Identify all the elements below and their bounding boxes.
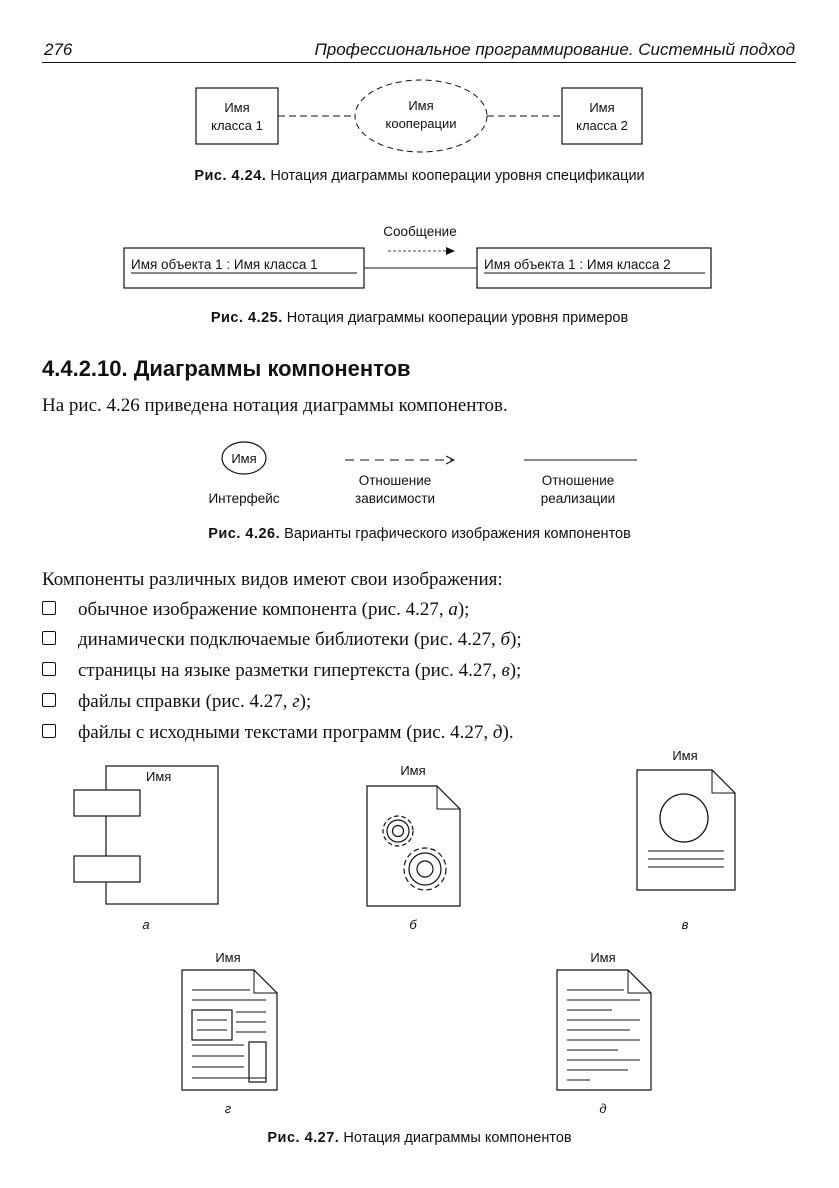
list-item-letter: д	[492, 722, 503, 743]
dependency-label-2: зависимости	[355, 491, 435, 506]
help-page-outline	[182, 970, 277, 1090]
fig-4-27-v-html-page	[637, 748, 735, 932]
source-text-lines	[567, 990, 640, 1080]
component-port-top	[74, 790, 140, 816]
dll-page-outline	[367, 786, 460, 906]
list-item-text: файлы с исходными текстами программ (рис. 4.27,	[78, 722, 493, 743]
fig-4-24-caption	[0, 168, 839, 184]
fig-4-27-g-help-file	[182, 950, 277, 1116]
fig-4-24-caption-text: Нотация диаграммы кооперации уровня спецификации	[266, 168, 645, 184]
list-item-letter: а	[448, 599, 458, 620]
globe-icon	[660, 794, 708, 842]
fig-4-27-b-dll	[367, 763, 460, 932]
list-item	[42, 629, 522, 651]
fig-4-27-a-component	[74, 766, 218, 932]
object2-label: Имя объекта 1 : Имя класса 2	[484, 257, 671, 272]
fig-4-27-caption-label: Рис. 4.27.	[267, 1130, 340, 1146]
fig-4-26-caption-label: Рис. 4.26.	[208, 526, 281, 542]
fig-4-26-caption-text: Варианты графического изображения компонентов	[280, 526, 631, 542]
component-port-bottom	[74, 856, 140, 882]
list-item	[42, 660, 521, 682]
help-side-block	[249, 1042, 266, 1082]
class1-box	[196, 88, 278, 144]
object1-label: Имя объекта 1 : Имя класса 1	[131, 257, 318, 272]
html-page-outline	[637, 770, 735, 890]
fig-4-25-caption	[0, 310, 839, 326]
component-g-name: Имя	[215, 950, 241, 965]
fig-4-25-caption-label: Рис. 4.25.	[210, 310, 283, 326]
list-item-letter: в	[501, 660, 510, 681]
component-g-letter: г	[224, 1101, 232, 1116]
realization-label-1: Отношение	[541, 473, 615, 488]
component-b-name: Имя	[400, 763, 426, 778]
fig-4-24-diagram	[196, 80, 642, 152]
fig-4-27-caption-text: Нотация диаграммы компонентов	[339, 1130, 572, 1146]
help-text-lines	[192, 990, 266, 1078]
component-b-letter: б	[409, 917, 417, 932]
intro-paragraph: На рис. 4.26 приведена нотация диаграммы компонентов.	[42, 395, 508, 416]
fig-4-24-caption-label: Рис. 4.24.	[194, 168, 267, 184]
realization-label-2: реализации	[540, 491, 616, 506]
bullet-square-icon	[42, 662, 56, 676]
list-item-text: файлы справки (рис. 4.27,	[78, 691, 293, 712]
bullet-square-icon	[42, 631, 56, 645]
fig-4-27-caption	[0, 1130, 839, 1146]
running-header-title: Профессиональное программирование. Системный подход	[314, 40, 795, 59]
coop-label-2: кооперации	[385, 116, 457, 131]
fig-4-26-diagram	[208, 442, 637, 506]
list-intro: Компоненты различных видов имеют свои изображения:	[42, 569, 503, 590]
list-item-text: динамически подключаемые библиотеки (рис. 4.27,	[78, 629, 501, 650]
list-item	[42, 691, 311, 713]
class2-box	[562, 88, 642, 144]
class1-label-2: класса 1	[211, 118, 263, 133]
list-item-text: обычное изображение компонента (рис. 4.27,	[78, 599, 449, 620]
list-item-end: );	[510, 629, 522, 650]
bullet-square-icon	[42, 601, 56, 615]
help-image-block	[192, 1010, 232, 1040]
component-d-name: Имя	[590, 950, 616, 965]
interface-symbol-label: Имя	[231, 451, 257, 466]
class2-label-2: класса 2	[576, 118, 628, 133]
list-item	[42, 599, 469, 621]
component-body	[106, 766, 218, 904]
component-a-name: Имя	[146, 769, 172, 784]
list-item-letter: г	[292, 691, 300, 712]
dependency-label-1: Отношение	[358, 473, 432, 488]
section-heading: 4.4.2.10. Диаграммы компонентов	[42, 356, 411, 381]
message-label: Сообщение	[383, 224, 457, 239]
fig-4-25-caption-text: Нотация диаграммы кооперации уровня примеров	[282, 310, 629, 326]
list-item-text: страницы на языке разметки гипертекста (рис. 4.27,	[78, 660, 502, 681]
fig-4-27-d-source-file	[557, 950, 651, 1116]
list-item-end: );	[509, 660, 522, 681]
gear-icon	[383, 816, 413, 846]
list-item-end: );	[457, 599, 470, 620]
component-d-letter: д	[599, 1101, 607, 1116]
bullet-square-icon	[42, 724, 56, 738]
component-v-name: Имя	[672, 748, 698, 763]
interface-label: Интерфейс	[208, 491, 280, 506]
list-item	[42, 722, 514, 744]
fig-4-25-diagram	[124, 224, 711, 288]
component-a-letter: а	[142, 917, 150, 932]
class2-label-1: Имя	[589, 100, 615, 115]
bullet-square-icon	[42, 693, 56, 707]
list-item-end: ).	[502, 722, 514, 743]
list-item-end: );	[299, 691, 312, 712]
message-arrow-head	[446, 247, 455, 255]
class1-label-1: Имя	[224, 100, 250, 115]
coop-label-1: Имя	[408, 98, 434, 113]
fig-4-26-caption	[0, 526, 839, 542]
page-number: 276	[44, 40, 73, 59]
list-item-letter: б	[500, 629, 511, 650]
component-v-letter: в	[681, 917, 689, 932]
gear-icon-large	[404, 848, 446, 890]
